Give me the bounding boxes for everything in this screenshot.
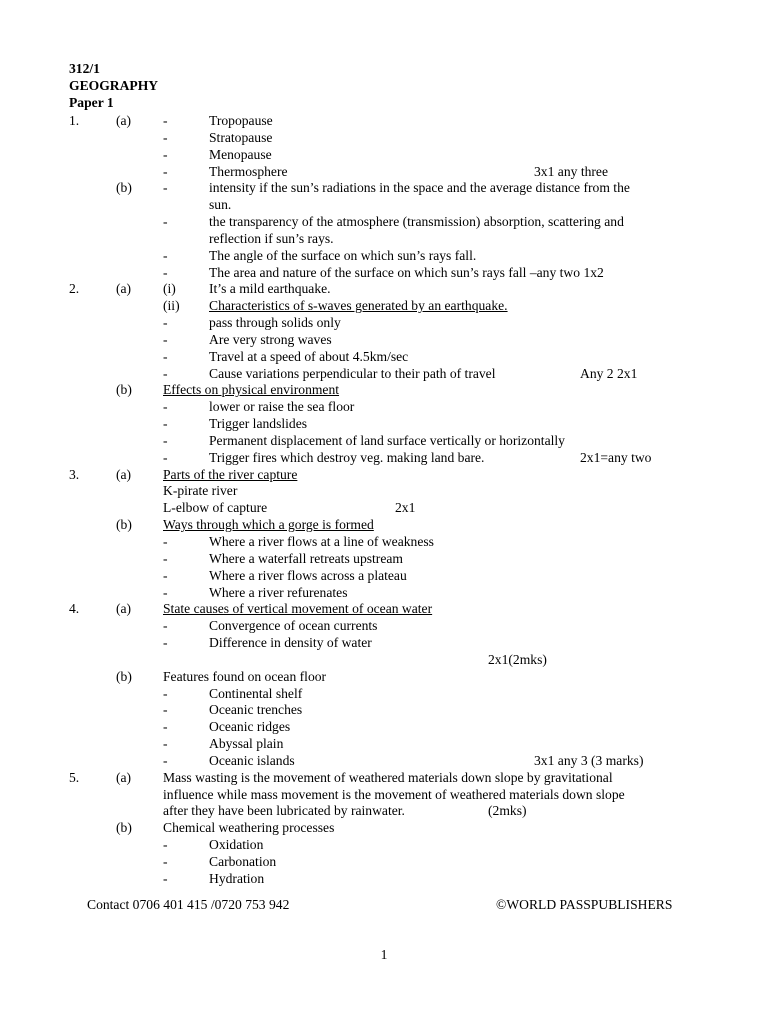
bullet-marker: - xyxy=(163,685,168,701)
answer-line xyxy=(0,264,768,281)
answer-text: lower or raise the sea floor xyxy=(209,399,355,415)
answer-heading: K-pirate river xyxy=(163,483,238,499)
answer-line xyxy=(0,718,768,735)
bullet-marker: - xyxy=(163,870,168,886)
answer-line xyxy=(0,112,768,129)
bullet-marker: - xyxy=(163,146,168,162)
answer-line xyxy=(0,213,768,230)
question-part: (a) xyxy=(116,113,132,128)
answer-text: Oceanic ridges xyxy=(209,719,291,735)
answer-text: Convergence of ocean currents xyxy=(209,618,378,634)
answer-line xyxy=(0,179,768,196)
answer-text: pass through solids only xyxy=(209,315,341,331)
answer-line xyxy=(0,381,768,398)
answer-line xyxy=(0,701,768,718)
bullet-marker: - xyxy=(163,736,168,752)
question-part: (b) xyxy=(116,382,132,398)
question-part: (b) xyxy=(116,180,132,196)
answer-text: Hydration xyxy=(209,870,265,886)
answer-line xyxy=(0,415,768,432)
bullet-marker: - xyxy=(163,113,168,128)
paper-code: 312/1 xyxy=(69,61,100,76)
bullet-marker: - xyxy=(163,399,168,415)
footer-publisher: ©WORLD PASSPUBLISHERS xyxy=(496,897,673,912)
answer-text: sun. xyxy=(209,197,232,213)
answer-line xyxy=(0,651,768,668)
answer-line xyxy=(0,449,768,466)
mark-allocation: Any 2 2x1 xyxy=(580,365,638,381)
answer-line xyxy=(0,432,768,449)
question-number: 5. xyxy=(69,769,80,785)
bullet-marker: - xyxy=(163,416,168,432)
bullet-marker: - xyxy=(163,752,168,768)
answer-text: the transparency of the atmosphere (transmission) absorption, scattering and xyxy=(209,214,624,230)
answer-line xyxy=(0,550,768,567)
answer-line xyxy=(0,634,768,651)
paper-label: Paper 1 xyxy=(69,95,114,110)
answer-heading: Features found on ocean floor xyxy=(163,668,327,684)
bullet-marker: - xyxy=(163,534,168,549)
answer-line xyxy=(0,600,768,617)
bullet-marker: - xyxy=(163,180,168,196)
answer-line xyxy=(0,398,768,415)
answer-line xyxy=(0,247,768,264)
answer-heading: Effects on physical environment xyxy=(163,382,340,398)
answer-line xyxy=(0,786,768,803)
answer-text: Where a river refurenates xyxy=(209,584,348,600)
answer-line xyxy=(0,668,768,685)
answer-text: Stratopause xyxy=(209,129,273,145)
answer-line xyxy=(0,314,768,331)
mark-allocation: 2x1(2mks) xyxy=(488,651,547,667)
answer-text: Carbonation xyxy=(209,853,277,869)
answer-line xyxy=(0,870,768,887)
bullet-marker: - xyxy=(163,837,168,853)
answer-text: Continental shelf xyxy=(209,685,303,701)
answer-text: Are very strong waves xyxy=(209,331,332,347)
answer-line xyxy=(0,735,768,752)
bullet-marker: - xyxy=(163,163,168,179)
answer-heading: L-elbow of capture xyxy=(163,500,268,516)
answer-line xyxy=(0,499,768,516)
bullet-marker: - xyxy=(163,315,168,331)
answer-text: Where a waterfall retreats upstream xyxy=(209,550,403,566)
answer-line xyxy=(0,769,768,786)
answer-text: Permanent displacement of land surface vertically or horizontally xyxy=(209,432,565,448)
bullet-marker: - xyxy=(163,365,168,381)
bullet-marker: - xyxy=(163,247,168,263)
bullet-marker: (i) xyxy=(163,281,176,297)
answer-line xyxy=(0,853,768,870)
question-number: 1. xyxy=(69,113,80,128)
question-part: (b) xyxy=(116,820,132,836)
answer-line xyxy=(0,280,768,297)
bullet-marker: - xyxy=(163,550,168,566)
answer-text: Difference in density of water xyxy=(209,635,372,651)
answer-line xyxy=(0,482,768,499)
answer-line xyxy=(0,297,768,314)
answer-line xyxy=(0,567,768,584)
answer-text: Trigger landslides xyxy=(209,416,308,432)
bullet-marker: - xyxy=(163,853,168,869)
answer-text: Where a river flows at a line of weakness xyxy=(209,534,434,549)
question-number: 4. xyxy=(69,601,80,617)
answer-line xyxy=(0,466,768,483)
answer-heading: after they have been lubricated by rainwater. xyxy=(163,803,405,819)
bullet-marker: - xyxy=(163,432,168,448)
bullet-marker: - xyxy=(163,719,168,735)
bullet-marker: - xyxy=(163,635,168,651)
question-part: (b) xyxy=(116,517,132,533)
answer-line xyxy=(0,348,768,365)
question-part: (a) xyxy=(116,601,132,617)
bullet-marker: - xyxy=(163,449,168,465)
answer-line xyxy=(0,365,768,382)
mark-allocation: 2x1=any two xyxy=(580,449,652,465)
answer-text: The area and nature of the surface on which sun’s rays fall –any two 1x2 xyxy=(209,264,604,280)
bullet-marker: - xyxy=(163,331,168,347)
mark-allocation: 2x1 xyxy=(395,500,416,516)
answer-line xyxy=(0,584,768,601)
answer-text: Oceanic islands xyxy=(209,752,295,768)
answer-text: Oxidation xyxy=(209,837,264,853)
answer-line xyxy=(0,163,768,180)
question-part: (a) xyxy=(116,769,132,785)
answer-text: The angle of the surface on which sun’s rays fall. xyxy=(209,247,477,263)
answer-line xyxy=(0,230,768,247)
answer-text: reflection if sun’s rays. xyxy=(209,230,334,246)
answer-text: Characteristics of s-waves generated by an earthquake. xyxy=(209,298,508,314)
bullet-marker: - xyxy=(163,264,168,280)
answer-text: Where a river flows across a plateau xyxy=(209,567,407,583)
question-number: 2. xyxy=(69,281,80,297)
answer-text: Oceanic trenches xyxy=(209,702,303,718)
bullet-marker: - xyxy=(163,702,168,718)
answer-text: Trigger fires which destroy veg. making land bare. xyxy=(209,449,485,465)
answer-heading: Chemical weathering processes xyxy=(163,820,335,836)
answer-line xyxy=(0,516,768,533)
answer-line xyxy=(0,685,768,702)
answer-heading: State causes of vertical movement of ocean water xyxy=(163,601,433,617)
answer-heading: Ways through which a gorge is formed xyxy=(163,517,374,533)
answer-line xyxy=(0,802,768,819)
answer-text: Cause variations perpendicular to their path of travel xyxy=(209,365,496,381)
question-part: (a) xyxy=(116,466,132,482)
question-part: (b) xyxy=(116,668,132,684)
answer-text: Thermosphere xyxy=(209,163,288,179)
answer-line xyxy=(0,836,768,853)
bullet-marker: - xyxy=(163,348,168,364)
bullet-marker: - xyxy=(163,214,168,230)
answer-line xyxy=(0,146,768,163)
bullet-marker: (ii) xyxy=(163,298,180,314)
answer-line xyxy=(0,533,768,550)
page-number: 1 xyxy=(380,947,388,962)
answer-line xyxy=(0,819,768,836)
question-part: (a) xyxy=(116,281,132,297)
answer-text: Travel at a speed of about 4.5km/sec xyxy=(209,348,409,364)
answer-line xyxy=(0,129,768,146)
bullet-marker: - xyxy=(163,618,168,634)
bullet-marker: - xyxy=(163,584,168,600)
answer-line xyxy=(0,196,768,213)
answer-heading: Parts of the river capture xyxy=(163,466,298,482)
answer-text: It’s a mild earthquake. xyxy=(209,281,331,297)
answer-line xyxy=(0,617,768,634)
bullet-marker: - xyxy=(163,129,168,145)
answer-line xyxy=(0,331,768,348)
answer-text: Tropopause xyxy=(209,113,273,128)
answer-heading: influence while mass movement is the movement of weathered materials down slope xyxy=(163,786,625,802)
mark-allocation: 3x1 any three xyxy=(534,163,608,179)
bullet-marker: - xyxy=(163,567,168,583)
mark-allocation: (2mks) xyxy=(488,803,527,819)
footer-contact: Contact 0706 401 415 /0720 753 942 xyxy=(87,897,290,912)
question-number: 3. xyxy=(69,466,80,482)
mark-allocation: 3x1 any 3 (3 marks) xyxy=(534,752,644,768)
subject-title: GEOGRAPHY xyxy=(69,78,159,93)
answer-heading: Mass wasting is the movement of weathered materials down slope by gravitational xyxy=(163,769,613,785)
answer-line xyxy=(0,752,768,769)
answer-text: Abyssal plain xyxy=(209,736,284,752)
answer-text: Menopause xyxy=(209,146,272,162)
answer-text: intensity if the sun’s radiations in the space and the average distance from the xyxy=(209,180,630,196)
